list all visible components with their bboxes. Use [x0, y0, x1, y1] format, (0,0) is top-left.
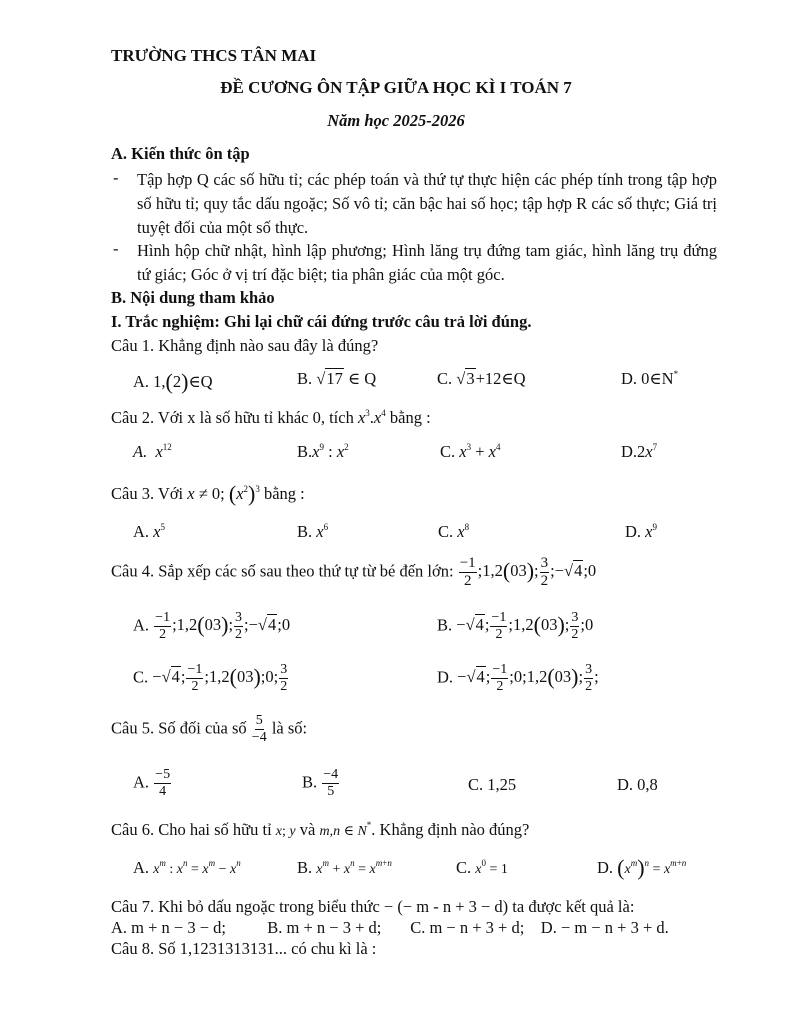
q5-option-d: D. 0,8	[617, 775, 658, 794]
q2-option-c: C. $x^3 + x^4$	[440, 442, 501, 461]
q5-option-b: B. $\frac{-4}{5}$	[302, 767, 339, 799]
part-1-heading: I. Trắc nghiệm: Ghi lại chữ cái đứng trước câu trả lời đúng.	[111, 312, 532, 331]
q2-option-a: A. $x^{12}$	[133, 442, 172, 461]
q4-option-d: D. −√4; $\frac{-1}{2}$ ;0;1,2(03); $\frac{3}{2}$ ;	[437, 662, 599, 694]
q6-option-c: C. $x^0 = 1$	[456, 858, 508, 877]
document-title: ĐỀ CƯƠNG ÔN TẬP GIỮA HỌC KÌ I TOÁN 7	[220, 78, 572, 97]
question-8: Câu 8. Số 1,1231313131... có chu kì là :	[111, 939, 377, 958]
bullet-text-2: Hình hộp chữ nhật, hình lập phương; Hình lăng trụ đứng tam giác, hình lăng trụ đứng tứ giác; Góc ở vị trí đặc biệt; tia phân giác của một góc.	[137, 241, 717, 284]
q4-option-c: C. −√4; $\frac{-1}{2}$ ;1,2(03);0; $\frac{3}{2}$	[133, 662, 288, 694]
q7-options: A. m + n − 3 − d; B. m + n − 3 + d; C. m − n + 3 + d; D. − m − n + 3 + d.	[111, 918, 669, 937]
q6-option-b: B. $x^m + x^n = x^{m+n}$	[297, 858, 392, 877]
bullet-dash-2: -	[113, 239, 119, 258]
q1-option-a: A. 1,(2)∈Q	[133, 369, 213, 394]
q1-option-c: C. √3+12∈Q	[437, 369, 526, 388]
q1-option-b: B. √17 ∈ Q	[297, 369, 377, 388]
q1-option-d: D. 0∈N*	[621, 369, 679, 388]
q5-option-c: C. 1,25	[468, 775, 517, 794]
q6-option-a: A. $x^m$ : $x^n = x^m - x^n$	[133, 858, 241, 877]
school-year: Năm học 2025-2026	[327, 111, 465, 130]
question-6: Câu 6. Cho hai số hữu tỉ x; y và m,n ∈ N*. Khẳng định nào đúng?	[111, 820, 530, 839]
q2-option-b: $B.x^9$ : $x^2$	[297, 442, 349, 461]
q3-option-c: C. $x^8$	[438, 522, 470, 541]
q4-option-a: A. $\frac{-1}{2}$ ;1,2(03); $\frac{3}{2}$ ;−√4;0	[133, 610, 291, 642]
section-b-heading: B. Nội dung tham khảo	[111, 288, 275, 307]
school-name: TRƯỜNG THCS TÂN MAI	[111, 46, 317, 65]
section-a-heading: A. Kiến thức ôn tập	[111, 144, 250, 163]
q3-option-b: B. $x^6$	[297, 522, 329, 541]
bullet-text-1: Tập hợp Q các số hữu tỉ; các phép toán và thứ tự thực hiện các phép tính trong tập hợp số hữu tỉ; quy tắc dấu ngoặc; Số vô tỉ; căn bậc hai số học; tập hợp R các số thực; Giá trị tuyệt đối của một số thực.	[137, 170, 717, 237]
question-2: Câu 2. Với x là số hữu tỉ khác 0, tích $x^3.x^4$ bằng :	[111, 408, 431, 427]
q3-option-d: D. $x^9$	[625, 522, 657, 541]
question-7: Câu 7. Khi bỏ dấu ngoặc trong biểu thức − (− m - n + 3 − d) ta được kết quả là:	[111, 897, 635, 916]
q6-option-d: D. $(x^m)^n = x^{m+n}$	[597, 855, 687, 880]
q4-option-b: B. −√4; $\frac{-1}{2}$ ;1,2(03); $\frac{3}{2}$ ;0	[437, 610, 594, 642]
question-4: Câu 4. Sắp xếp các số sau theo thứ tự từ bé đến lớn: $\frac{-1}{2}$ ;1,2(03); $\frac{3}{2}$ ;−√4;0	[111, 555, 597, 589]
question-5: Câu 5. Số đối của số $\frac{5}{-4}$ là số:	[111, 713, 308, 745]
question-3: Câu 3. Với x ≠ 0; $(x^2)^3$ bằng :	[111, 481, 305, 506]
bullet-dash-1: -	[113, 168, 119, 187]
question-1: Câu 1. Khẳng định nào sau đây là đúng?	[111, 336, 379, 355]
q5-option-a: A. $\frac{-5}{4}$	[133, 767, 171, 799]
q2-option-d: $D.2x^7$	[621, 442, 658, 461]
q3-option-a: A. $x^5$	[133, 522, 165, 541]
